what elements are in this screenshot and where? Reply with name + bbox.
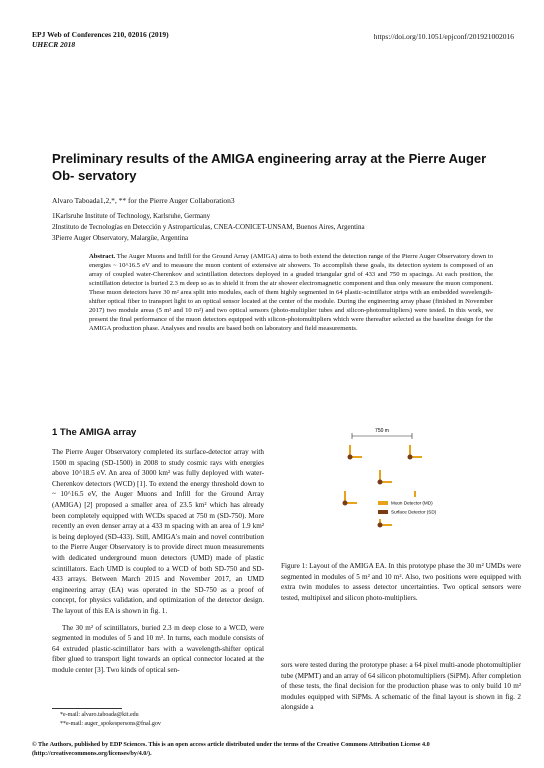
conference-name: UHECR 2018 xyxy=(32,40,76,49)
abstract xyxy=(89,252,493,333)
figure-1-caption: Figure 1: Layout of the AMIGA EA. In this prototype phase the 30 m² UMDs were segmented in modules of 5 m² and 10 m². Also, two positions were equipped with extra twin modules to assess detector uncertainties. Two optical sensors were tested, multipixel and silicon photo-multipliers. xyxy=(281,562,521,602)
paragraph-1: The Pierre Auger Observatory completed its surface-detector array with 1500 m spacing (SD-1500) in 2008 to study cosmic rays with energies above 10^18.5 eV. An area of 3000 km² was fully deployed with water-Cherenkov detectors (WCD) [1]. To extend the energy threshold down to ~ 10^16.5 eV, the Auger Muons and Infill for the Ground Array (AMIGA) [2] proposed a smaller area of 23.5 km² which has already been completely equipped with WCDs spaced at 750 m (SD-750). More recently an even denser array at a 433 m spacing with an area of 1.9 km² is being deployed (SD-433). Still, AMIGA's main and novel contribution to the Pierre Auger Observatory is to provide direct muon measurements with dedicated underground muon detectors (UMD) made of plastic scintillators. Each UMD is coupled to a WCD of both SD-750 and SD-433 arrays. Between March 2015 and November 2017, an UMD engineering array (EA) was operated in the SD-750 as a proof of concept, for physics validation, and optimization of the detector design. The layout of this EA is shown in fig. 1. xyxy=(52,448,264,615)
legend-surface: Surface Detector (SD) xyxy=(391,509,437,515)
footnote-2: **e-mail: auger_spokespersons@fnal.gov xyxy=(60,721,161,727)
footnote-rule xyxy=(52,708,122,709)
abstract-label: Abstract. xyxy=(89,253,116,260)
footnote-1: *e-mail: alvaro.taboada@kit.edu xyxy=(60,712,139,718)
legend-muon-swatch xyxy=(378,501,388,505)
legend-muon: Muon Detector (MD) xyxy=(391,500,433,506)
left-column xyxy=(52,447,264,675)
paragraph-2: The 30 m² of scintillators, buried 2.3 m deep close to a WCD, were segmented in modules of 5 and 10 m². In turns, each module consists of 64 extruded plastic-scintillator bars with a wavelength-shifter optical fiber glued to transport light towards an optical connector located at the module center [3]. Two kinds of optical sen- xyxy=(52,623,264,674)
section-heading: 1 The AMIGA array xyxy=(52,427,137,438)
affiliation-2: 2Instituto de Tecnologías en Detección y Astropartículas, CNEA-CONICET-UNSAM, Buenos Aires, Argentina xyxy=(52,223,365,231)
author-line: Alvaro Taboada1,2,*, ** for the Pierre Auger Collaboration3 xyxy=(52,196,235,205)
figure-1-layout xyxy=(330,425,442,553)
scale-label: 750 m xyxy=(375,428,389,434)
right-column xyxy=(281,660,521,713)
abstract-text: The Auger Muons and Infill for the Ground Array (AMIGA) aims to both extend the detection range of the Pierre Auger Observatory down to energies ~ 10^16.5 eV and to measure the muon content of extensive air showers. To accomplish these goals, its detection system is composed of an array of coupled water-Cherenkov and scintillation detectors deployed in a graded triangular grid of 433 and 750 m spacings. At each position, the scintillation detector is buried 2.3 m deep so as to shield it from the air shower electromagnetic component and thus only measure the muon component. These muon detectors have 30 m² area split into modules, each of them highly segmented in 64 plastic-scintillator strips with an embedded wavelength-shifter optical fiber to transport light to an optical sensor located at the center of the module. During the engineering array phase (finished in November 2017) two module areas (5 m² and 10 m²) and two optical sensors (photo-multiplier tubes and silicon-photomultipliers) were tested. In this work, we present the final performance of the muon detectors equipped with silicon-photomultipliers which were thereafter selected as the baseline design for the AMIGA production phase. Analyses and results are based both on laboratory and field measurements. xyxy=(89,253,493,333)
affiliation-1: 1Karlsruhe Institute of Technology, Karlsruhe, Germany xyxy=(52,212,211,220)
journal-name: EPJ Web of Conferences 210, 02016 (2019) xyxy=(32,30,169,39)
paper-title: Preliminary results of the AMIGA engineering array at the Pierre Auger Ob- servatory xyxy=(52,151,487,183)
affiliation-3: 3Pierre Auger Observatory, Malargüe, Argentina xyxy=(52,234,189,242)
license-footer: © The Authors, published by EDP Sciences. This is an open access article distributed under the terms of the Creative Commons Attribution License 4.0 (http://creativecommons.org/licenses/by/4.0/). xyxy=(32,741,430,757)
legend-surface-swatch xyxy=(378,510,388,514)
journal-reference xyxy=(32,30,169,50)
paragraph-3: sors were tested during the prototype phase: a 64 pixel multi-anode photomultiplier tube (MPMT) and an array of 64 silicon photomultipliers (SiPM). After completion of these tests, the final decision for the production phase was to only build 10 m² modules equipped with SiPMs. A schematic of the final layout is shown in fig. 2 alongside a xyxy=(281,661,521,712)
doi-link[interactable]: https://doi.org/10.1051/epjconf/201921002016 xyxy=(373,32,514,41)
